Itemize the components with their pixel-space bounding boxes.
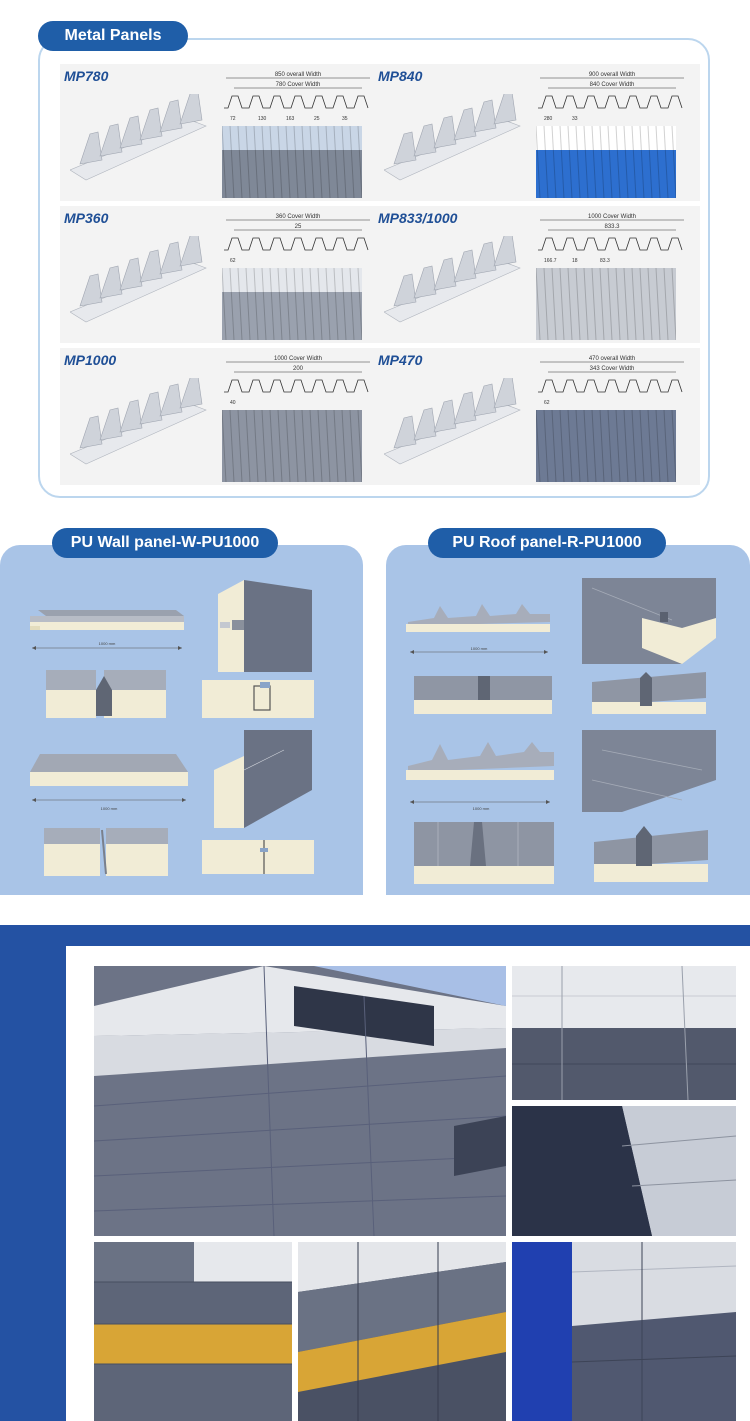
profile-dimension-label: 166.7 xyxy=(544,258,557,264)
profile-cover-width-label: 200 xyxy=(292,366,304,372)
metal-panel-name: MP470 xyxy=(378,352,423,368)
profile-cover-width-label: 25 xyxy=(294,224,302,230)
pu-wall-fastener-section-2 xyxy=(202,840,314,874)
metal-sheet-illustration xyxy=(70,236,210,336)
metal-panel-profile-drawing xyxy=(534,352,694,408)
profile-width-label: 900 overall Width xyxy=(588,72,636,78)
profile-dimension-label: 35 xyxy=(342,116,348,122)
metal-panel-name: MP833/1000 xyxy=(378,210,458,226)
pu-roof-joint-closeup xyxy=(582,578,716,664)
metal-panel-photo xyxy=(536,410,676,482)
profile-dimension-label: 280 xyxy=(544,116,553,122)
metal-sheet-illustration xyxy=(384,94,524,194)
profile-width-label: 1000 Cover Width xyxy=(273,356,323,362)
profile-cover-width-label: 343 Cover Width xyxy=(589,366,635,372)
metal-panel-mp833-1000 xyxy=(374,206,700,343)
metal-panel-photo xyxy=(536,126,676,198)
pu-wall-panel-title: PU Wall panel-W-PU1000 xyxy=(52,528,278,558)
profile-dimension-label: 62 xyxy=(544,400,550,406)
facade-photo-main xyxy=(94,966,506,1236)
roof-dim-label-2: 1000 mm xyxy=(472,806,490,811)
facade-photo-top-right xyxy=(512,966,736,1100)
metal-panel-mp840 xyxy=(374,64,700,201)
profile-width-label: 360 Cover Width xyxy=(275,214,321,220)
metal-panel-name: MP1000 xyxy=(64,352,117,368)
metal-panel-mp1000 xyxy=(60,348,386,485)
metal-sheet-illustration xyxy=(384,378,524,478)
profile-dimension-label: 25 xyxy=(314,116,320,122)
profile-width-label: 470 overall Width xyxy=(588,356,636,362)
pu-wall-panel-full-view xyxy=(26,592,188,656)
facade-photo-bottom-right xyxy=(512,1242,736,1421)
pu-roof-fastener-closeup xyxy=(592,672,706,714)
pu-roof-panel-title: PU Roof panel-R-PU1000 xyxy=(428,528,666,558)
profile-dimension-label: 18 xyxy=(572,258,578,264)
profile-cover-width-label: 833.3 xyxy=(604,224,620,230)
profile-dimension-label: 83.3 xyxy=(600,258,610,264)
pu-roof-ridge-closeup xyxy=(582,730,716,812)
metal-panel-mp780 xyxy=(60,64,386,201)
metal-panels-title: Metal Panels xyxy=(38,21,188,51)
metal-panel-mp470 xyxy=(374,348,700,485)
wall-dim-label-2: 1000 mm xyxy=(100,806,118,811)
metal-panel-profile-drawing xyxy=(220,210,380,266)
metal-panel-photo xyxy=(536,268,676,340)
metal-panel-profile-drawing xyxy=(220,352,380,408)
pu-wall-corner-closeup xyxy=(214,730,312,828)
metal-panel-name: MP840 xyxy=(378,68,423,84)
profile-cover-width-label: 780 Cover Width xyxy=(275,82,321,88)
facade-photo-bottom-left xyxy=(94,1242,292,1421)
metal-sheet-illustration xyxy=(70,378,210,478)
metal-panel-photo xyxy=(222,126,362,198)
metal-panel-photo xyxy=(222,410,362,482)
metal-panel-profile-drawing xyxy=(534,68,694,124)
profile-dimension-label: 130 xyxy=(258,116,267,122)
profile-dimension-label: 33 xyxy=(572,116,578,122)
roof-dim-label-1: 1000 mm xyxy=(470,646,488,651)
pu-wall-joint-closeup xyxy=(218,580,312,672)
profile-dimension-label: 62 xyxy=(230,258,236,264)
metal-panel-name: MP360 xyxy=(64,210,109,226)
profile-dimension-label: 72 xyxy=(230,116,236,122)
pu-wall-fastener-section xyxy=(202,680,314,718)
wall-dim-label-1: 1000 mm xyxy=(98,641,116,646)
metal-panel-name: MP780 xyxy=(64,68,109,84)
profile-dimension-label: 40 xyxy=(230,400,236,406)
pu-roof-section-closeup-3 xyxy=(594,826,708,882)
pu-roof-panel-full-view-2 xyxy=(404,740,556,812)
pu-wall-section-closeup-left xyxy=(46,670,166,718)
metal-panel-profile-drawing xyxy=(534,210,694,266)
profile-cover-width-label: 840 Cover Width xyxy=(589,82,635,88)
profile-width-label: 850 overall Width xyxy=(274,72,322,78)
pu-roof-panel-full-view xyxy=(404,600,552,662)
profile-dimension-label: 163 xyxy=(286,116,295,122)
metal-panel-mp360 xyxy=(60,206,386,343)
pu-wall-section-closeup-2 xyxy=(44,828,168,876)
facade-photo-bottom-middle xyxy=(298,1242,506,1421)
pu-wall-panel-full-view-2 xyxy=(26,752,192,816)
metal-panel-profile-drawing xyxy=(220,68,380,124)
metal-panel-photo xyxy=(222,268,362,340)
metal-sheet-illustration xyxy=(384,236,524,336)
pu-roof-section-closeup xyxy=(414,676,552,714)
facade-photo-middle-right xyxy=(512,1106,736,1236)
metal-sheet-illustration xyxy=(70,94,210,194)
profile-width-label: 1000 Cover Width xyxy=(587,214,637,220)
pu-roof-section-closeup-2 xyxy=(414,822,554,884)
